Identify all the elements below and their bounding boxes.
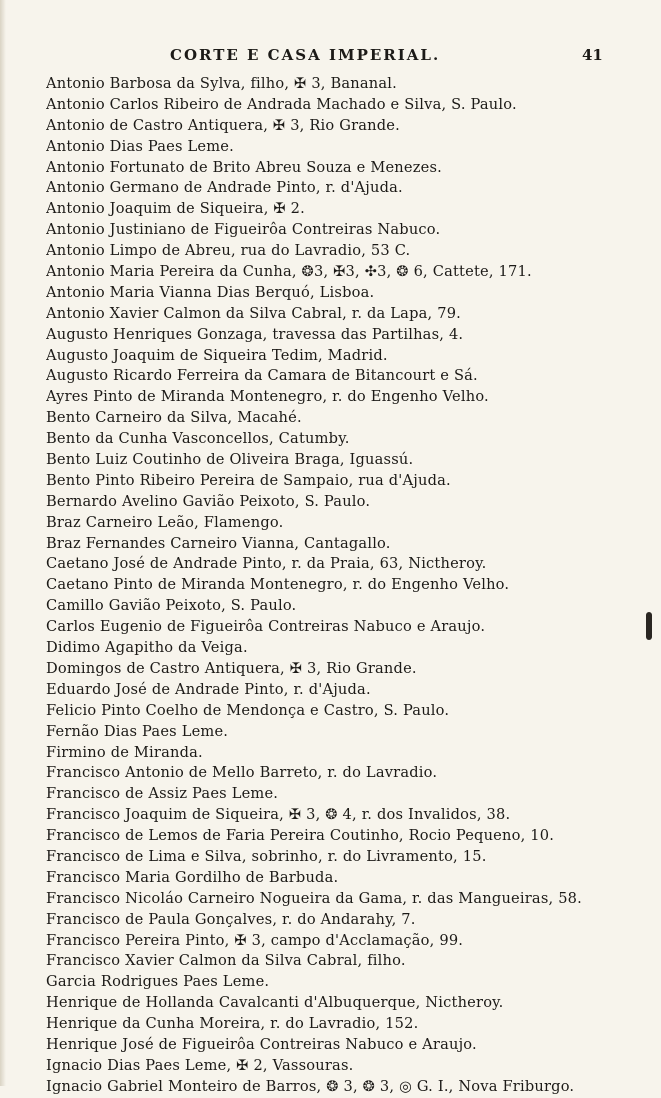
list-entry: Francisco Xavier Calmon da Silva Cabral, filho. — [46, 952, 406, 970]
list-entry: Ignacio Gabriel Monteiro de Barros, ❂ 3, ❂ 3, ◎ G. I., Nova Friburgo. — [46, 1077, 575, 1095]
list-entry: Camillo Gavião Peixoto, S. Paulo. — [46, 597, 297, 615]
list-entry: Antonio Justiniano de Figueirôa Contreiras Nabuco. — [46, 221, 441, 239]
list-entry: Carlos Eugenio de Figueirôa Contreiras Nabuco e Araujo. — [46, 618, 486, 636]
list-entry: Antonio Limpo de Abreu, rua do Lavradio, 53 C. — [46, 242, 411, 260]
list-entry: Antonio Xavier Calmon da Silva Cabral, r. da Lapa, 79. — [46, 304, 462, 322]
list-entry: Fernão Dias Paes Leme. — [46, 722, 229, 740]
name-list — [46, 74, 646, 1098]
page-header — [0, 46, 661, 72]
list-entry: Caetano José de Andrade Pinto, r. da Praia, 63, Nictheroy. — [46, 555, 487, 573]
list-entry: Antonio Maria Vianna Dias Berquó, Lisboa. — [46, 283, 375, 301]
list-entry: Bento Pinto Ribeiro Pereira de Sampaio, rua d'Ajuda. — [46, 471, 451, 489]
list-entry: Garcia Rodrigues Paes Leme. — [46, 973, 270, 991]
list-entry: Domingos de Castro Antiquera, ✠ 3, Rio Grande. — [46, 659, 417, 677]
list-entry: Francisco de Lemos de Faria Pereira Coutinho, Rocio Pequeno, 10. — [46, 827, 555, 845]
list-entry: Bento Carneiro da Silva, Macahé. — [46, 409, 302, 427]
list-entry: Didimo Agapitho da Veiga. — [46, 639, 248, 657]
list-entry: Bernardo Avelino Gavião Peixoto, S. Paulo. — [46, 492, 371, 510]
list-entry: Francisco Antonio de Mello Barreto, r. do Lavradio. — [46, 764, 438, 782]
running-title: CORTE E CASA IMPERIAL. — [170, 46, 441, 64]
list-entry: Antonio Joaquim de Siqueira, ✠ 2. — [46, 200, 305, 218]
page-number: 41 — [582, 46, 603, 64]
list-entry: Bento da Cunha Vasconcellos, Catumby. — [46, 430, 350, 448]
page-edge-mark — [646, 612, 652, 640]
list-entry: Antonio Dias Paes Leme. — [46, 137, 234, 155]
list-entry: Firmino de Miranda. — [46, 743, 203, 761]
list-entry: Henrique da Cunha Moreira, r. do Lavradio, 152. — [46, 1015, 419, 1033]
page-gutter-shadow — [0, 0, 6, 1086]
list-entry: Augusto Ricardo Ferreira da Camara de Bitancourt e Sá. — [46, 367, 478, 385]
list-entry: Felicio Pinto Coelho de Mendonça e Castro, S. Paulo. — [46, 701, 450, 719]
list-entry: Eduardo José de Andrade Pinto, r. d'Ajuda. — [46, 680, 371, 698]
list-entry: Antonio de Castro Antiquera, ✠ 3, Rio Grande. — [46, 116, 400, 134]
list-entry: Antonio Maria Pereira da Cunha, ❂3, ✠3, ✣3, ❂ 6, Cattete, 171. — [46, 263, 532, 281]
list-entry: Francisco de Assiz Paes Leme. — [46, 785, 279, 803]
list-entry: Henrique de Hollanda Cavalcanti d'Albuquerque, Nictheroy. — [46, 994, 504, 1012]
list-entry: Francisco Joaquim de Siqueira, ✠ 3, ❂ 4, r. dos Invalidos, 38. — [46, 806, 511, 824]
list-entry: Bento Luiz Coutinho de Oliveira Braga, Iguassú. — [46, 451, 414, 469]
list-entry: Ignacio Dias Paes Leme, ✠ 2, Vassouras. — [46, 1056, 354, 1074]
list-entry: Caetano Pinto de Miranda Montenegro, r. do Engenho Velho. — [46, 576, 510, 594]
list-entry: Augusto Henriques Gonzaga, travessa das Partilhas, 4. — [46, 325, 464, 343]
list-entry: Antonio Fortunato de Brito Abreu Souza e Menezes. — [46, 158, 442, 176]
list-entry: Antonio Barbosa da Sylva, filho, ✠ 3, Bananal. — [46, 75, 398, 92]
list-entry: Henrique José de Figueirôa Contreiras Nabuco e Araujo. — [46, 1035, 477, 1053]
list-entry: Antonio Germano de Andrade Pinto, r. d'Ajuda. — [46, 179, 403, 197]
list-entry: Francisco Pereira Pinto, ✠ 3, campo d'Acclamação, 99. — [46, 931, 464, 949]
list-entry: Antonio Carlos Ribeiro de Andrada Machado e Silva, S. Paulo. — [46, 95, 517, 113]
list-entry: Francisco Maria Gordilho de Barbuda. — [46, 868, 339, 886]
list-entry: Ayres Pinto de Miranda Montenegro, r. do Engenho Velho. — [46, 388, 489, 406]
list-entry: Francisco de Paula Gonçalves, r. do Andarahy, 7. — [46, 910, 416, 928]
list-entry: Francisco Nicoláo Carneiro Nogueira da Gama, r. das Mangueiras, 58. — [46, 889, 583, 907]
list-entry: Braz Carneiro Leão, Flamengo. — [46, 513, 284, 531]
list-entry: Braz Fernandes Carneiro Vianna, Cantagallo. — [46, 534, 391, 552]
list-entry: Francisco de Lima e Silva, sobrinho, r. do Livramento, 15. — [46, 847, 487, 865]
list-entry: Augusto Joaquim de Siqueira Tedim, Madrid. — [46, 346, 388, 364]
